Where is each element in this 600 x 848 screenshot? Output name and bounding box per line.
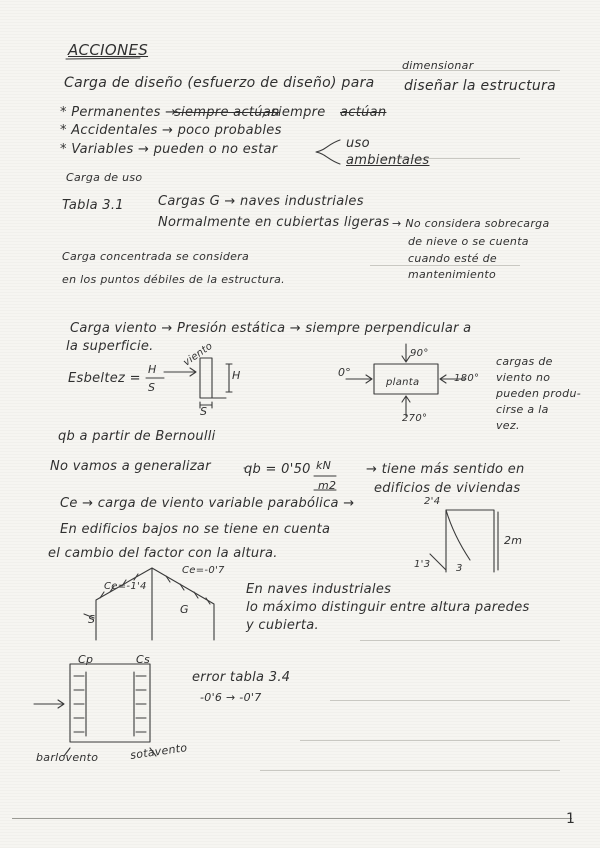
wind-label: viento xyxy=(181,340,215,369)
concentrated-load-line-1: Carga concentrada se considera xyxy=(62,250,250,263)
snow-note-3: cuando esté de xyxy=(408,252,497,265)
side-wind-arrow xyxy=(34,700,64,708)
cp-cs-inner xyxy=(86,672,134,736)
naves-line-1: En naves industriales xyxy=(246,582,392,597)
angle-90: 90° xyxy=(410,348,429,359)
qb-note-2: edificios de viviendas xyxy=(374,481,521,496)
variable-ambient-label: ambientales xyxy=(346,153,430,168)
low-buildings-line: En edificios bajos no se tiene en cuenta xyxy=(60,522,331,537)
slenderness-label: Esbeltez = xyxy=(68,371,141,386)
design-load-annotation: dimensionar xyxy=(402,59,474,72)
angle-270: 270° xyxy=(402,413,428,424)
permanent-loads-label: * Permanentes → xyxy=(60,105,177,120)
variable-loads-label: * Variables → pueden o no estar xyxy=(60,142,278,157)
diagram-h: H xyxy=(232,369,241,382)
table-ref: Tabla 3.1 xyxy=(62,198,124,213)
table-error-line: error tabla 3.4 xyxy=(192,670,291,685)
windward-label: barlovento xyxy=(36,751,99,764)
qb-value: qb = 0'50 xyxy=(244,462,311,477)
roof-arrows-right xyxy=(166,576,210,604)
permanent-loads-struck-2: actúan xyxy=(340,105,387,120)
profile-bottom: 1'3 xyxy=(414,559,431,570)
variable-brace xyxy=(316,140,340,164)
height-factor-line: el cambio del factor con la altura. xyxy=(48,546,278,561)
cp-cs-building xyxy=(70,664,150,742)
cp-arrows xyxy=(74,676,84,732)
roof-g: G xyxy=(180,603,189,616)
wind-arrow xyxy=(164,368,196,376)
roof-ce-left: Ce=-1'4 xyxy=(104,581,147,592)
qb-note-1: → tiene más sentido en xyxy=(366,462,525,477)
slenderness-h: H xyxy=(148,363,157,376)
arrow-90 xyxy=(402,344,410,362)
snow-note-1: → No considera sobrecarga xyxy=(392,217,550,230)
variable-use-label: uso xyxy=(346,136,370,151)
naves-line-2: lo máximo distinguir entre altura paredes xyxy=(246,600,530,615)
leeward-label: sotavento xyxy=(129,741,189,762)
naves-line-3: y cubierta. xyxy=(246,618,319,633)
snow-note-4: mantenimiento xyxy=(408,268,496,281)
qb-unit-num: kN xyxy=(316,459,332,472)
bernoulli-line: qb a partir de Bernoulli xyxy=(58,429,216,444)
roof-s: S xyxy=(88,613,96,626)
design-load-line: Carga de diseño (esfuerzo de diseño) para xyxy=(64,75,375,91)
slenderness-s: S xyxy=(148,381,156,394)
gable-frame xyxy=(96,568,214,640)
wind-load-surface: la superficie. xyxy=(66,339,154,354)
profile-arrow xyxy=(430,554,446,570)
permanent-loads-text: , siempre xyxy=(262,105,326,120)
profile-curve xyxy=(446,510,470,560)
plan-label: planta xyxy=(386,377,420,388)
wind-note-5: vez. xyxy=(496,419,520,432)
design-load-line-end: diseñar la estructura xyxy=(404,78,556,94)
profile-building xyxy=(446,510,494,572)
profile-top: 2'4 xyxy=(424,496,441,507)
snow-note-2: de nieve o se cuenta xyxy=(408,235,529,248)
table-error-values: -0'6 → -0'7 xyxy=(200,691,262,704)
roof-ce-right: Ce=-0'7 xyxy=(182,565,225,576)
profile-s: 3 xyxy=(456,563,463,574)
qb-unit-den: m2 xyxy=(318,479,337,492)
generalize-line: No vamos a generalizar xyxy=(50,459,211,474)
light-roofs-line: Normalmente en cubiertas ligeras xyxy=(158,215,390,230)
permanent-loads-struck: siempre actúan xyxy=(174,105,280,120)
diagram-s: S xyxy=(200,405,208,418)
page-title: ACCIONES xyxy=(68,41,149,59)
wind-note-4: cirse a la xyxy=(496,403,549,416)
cs-label: Cs xyxy=(136,653,151,666)
wind-load-line: Carga viento → Presión estática → siempre perpendicular a xyxy=(70,321,472,336)
ce-line: Ce → carga de viento variable parabólica → xyxy=(60,496,355,511)
accidental-loads-label: * Accidentales → poco probables xyxy=(60,123,282,138)
wind-note-3: pueden produ- xyxy=(496,387,581,400)
concentrated-load-line-2: en los puntos débiles de la estructura. xyxy=(62,273,285,286)
wind-note-2: viento no xyxy=(496,371,551,384)
page-number: 1 xyxy=(566,811,576,827)
angle-0: 0° xyxy=(338,366,352,379)
cp-label: Cp xyxy=(78,653,94,666)
industrial-loads-line: Cargas G → naves industriales xyxy=(158,194,364,209)
cs-arrows xyxy=(136,676,146,732)
use-load-heading: Carga de uso xyxy=(66,171,143,184)
profile-height: 2m xyxy=(504,534,523,547)
building-section xyxy=(200,358,226,398)
angle-180: 180° xyxy=(454,373,480,384)
wind-note-1: cargas de xyxy=(496,355,553,368)
